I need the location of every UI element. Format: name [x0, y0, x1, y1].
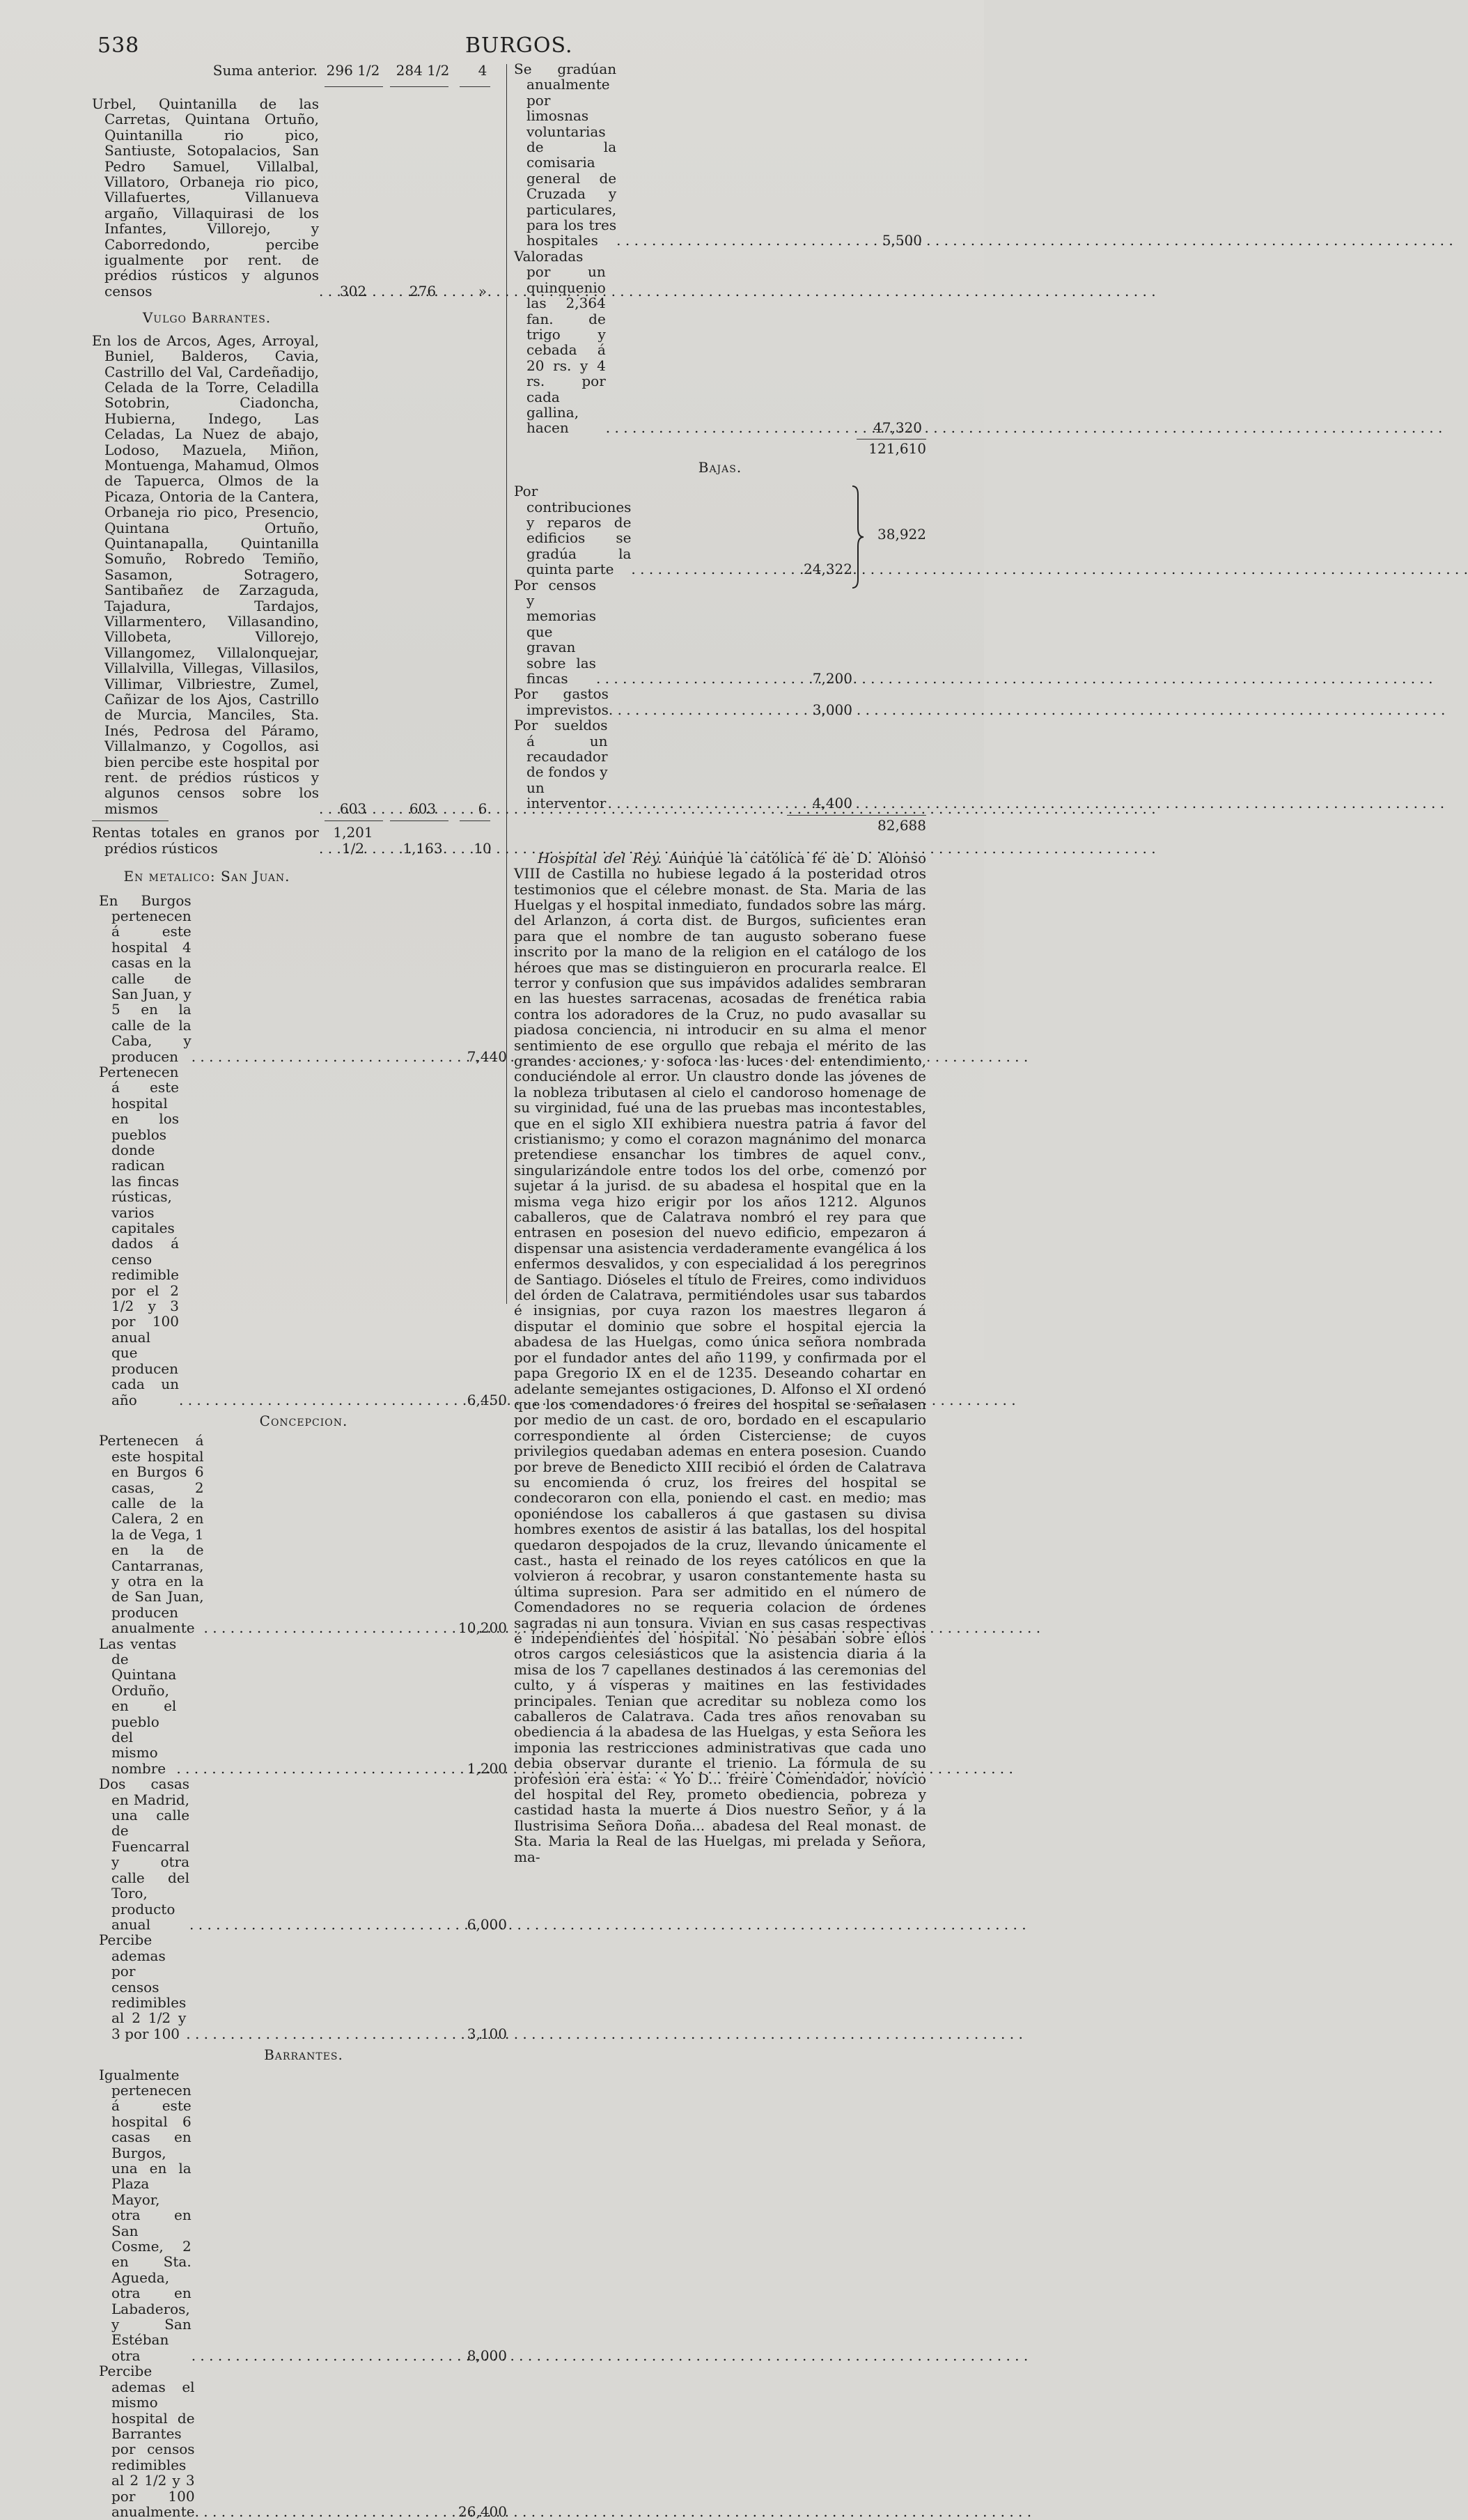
income-row-trigo: [514, 249, 926, 436]
bajas-brace: [851, 485, 865, 589]
entry-arcos-v3: 6: [478, 800, 487, 817]
entry-urbel-v1: 302: [339, 282, 367, 300]
bajas-row-2: [514, 577, 852, 687]
concepcion-row-3-amount: 6,000: [467, 1915, 507, 1933]
suma-value-1: 296 1/2: [326, 61, 380, 79]
income-row-limosnas: [514, 61, 926, 249]
bajas-row-1-text: Por contribuciones y reparos de edificios se gradúa la quinta parte: [514, 483, 632, 578]
hospital-del-rey-paragraph: [514, 850, 926, 1865]
bajas-row-3-text: Por gastos imprevistos: [514, 685, 609, 718]
barrantes-row-1: [99, 2067, 508, 2364]
entry-description: [514, 577, 792, 687]
entry-rentas-totales: [92, 825, 508, 856]
concepcion-row-2: [99, 1636, 508, 1777]
left-column: [92, 61, 508, 2519]
san-juan-row-2-text: Pertenecen á este hospital en los pueblos donde radican las fincas rústicas, varios capitales dados á censo redimible por el 2 1/2 y 3 por 100 anual que producen cada un año: [99, 1063, 179, 1408]
bajas-row-4: [514, 717, 852, 811]
entry-rentas-totales-text: Rentas totales en granos por prédios rústicos: [92, 824, 319, 857]
barrantes-row-1-amount: 8,000: [467, 2347, 507, 2364]
income-row-limosnas-amount: 5,500: [882, 232, 922, 249]
income-row-trigo-text: Valoradas por un quinquenio las 2,364 fan. de trigo y cebada á 20 rs. y 4 rs. por cada gallina, hacen: [514, 247, 606, 437]
subtotal-row: [514, 436, 926, 457]
suma-label: Suma anterior.: [212, 61, 318, 79]
heading-barrantes: Barrantes.: [264, 2046, 343, 2064]
entry-urbel: [92, 96, 508, 299]
dot-leader: [192, 2348, 1029, 2363]
entry-arcos-v2: 603: [409, 800, 437, 817]
entry-description: [99, 1433, 447, 1635]
concepcion-row-1: [99, 1433, 508, 1635]
concepcion-row-3: [99, 1776, 508, 1932]
suma-value-3: 4: [478, 61, 487, 79]
entry-description: [99, 2363, 447, 2519]
bajas-row-2-text: Por censos y memorias que gravan sobre las fincas: [514, 576, 596, 687]
entry-description: [514, 249, 862, 436]
dot-leader: [616, 233, 1453, 248]
net-amount: 82,688: [877, 816, 926, 834]
hospital-del-rey-title: Hospital del Rey.: [538, 849, 662, 866]
dot-leader: [608, 795, 1445, 811]
income-row-limosnas-text: Se gradúan anualmente por limosnas voluntarias de la comisaria general de Cruzada y particulares, para los tres hospitales: [514, 61, 617, 249]
dot-leader: [631, 561, 1468, 577]
metalico-section: [92, 893, 508, 2520]
dot-leader: [189, 1917, 1026, 1932]
suma-value-2: 284 1/2: [396, 61, 450, 79]
concepcion-row-2-text: Las ventas de Quintana Orduño, en el pueblo del mismo nombre: [99, 1635, 177, 1777]
entry-urbel-text: Urbel, Quintanilla de las Carretas, Quintana Ortuño, Quintanilla rio pico, Santiuste, Sotopalacios, San Pedro Samuel, Villalbal, Villatoro, Orbaneja rio pico, Villafuertes, Villanueva argaño, Villaquirasi de los Infantes, Villorejo, y Caborredondo, percibe igualmente por rent. de prédios rústicos y algunos censos: [92, 95, 319, 300]
entry-description: [99, 1064, 447, 1408]
bajas-row-1-amount: 24,322: [804, 561, 852, 578]
barrantes-row-1-text: Igualmente pertenecen á este hospital 6 casas en Burgos, una en la Plaza Mayor, otra en San Cosme, 2 en Sta. Agueda, otra en Labaderos, y San Estéban otra: [99, 2066, 192, 2364]
entry-arcos: [92, 333, 508, 817]
heading-bajas: Bajas.: [698, 458, 742, 476]
income-row-trigo-amount: 47,320: [873, 419, 922, 437]
barrantes-row-2: [99, 2363, 508, 2519]
dot-leader: [596, 671, 1433, 686]
bajas-block: [514, 483, 926, 811]
entry-description: [99, 1636, 447, 1777]
san-juan-row-1-amount: 7,440: [467, 1048, 507, 1065]
entry-arcos-text: En los de Arcos, Ages, Arroyal, Buniel, Balderos, Cavia, Castrillo del Val, Cardeñadijo, Celada de la Torre, Celadilla Sotobrin, Ciadoncha, Hubierna, Indego, Las Celadas, La Nuez de abajo, Lodoso, Mazuela, Miñon, Montuenga, Mahamud, Olmos de Tapuerca, Olmos de la Picaza, Ontoria de la Cantera, Orbaneja rio pico, Presencio, Quintana Ortuño, Quintanapalla, Quintanilla Somuño, Robredo Temiño, Sasamon, Sotragero, Santibañez de Zarzaguda, Tajadura, Tardajos, Villarmentero, Villasandino, Villobeta, Villorejo, Villangomez, Villalonquejar, Villalvilla, Villegas, Villasilos, Villimar, Vilbriestre, Zumel, Cañizar de los Ajos, Castrillo de Murcia, Manciles, Sta. Inés, Pedrosa del Páramo, Villalmanzo, y Cogollos, asi bien percibe este hospital por rent. de prédios rústicos y algunos censos sobre los mismos: [92, 332, 319, 817]
san-juan-row-1-text: En Burgos pertenecen á este hospital 4 casas en la calle de San Juan, y 5 en la calle de la Caba, y producen: [99, 892, 192, 1065]
suma-anterior-row: [92, 61, 508, 79]
dot-leader: [195, 2504, 1032, 2519]
subtotal-amount: 121,610: [868, 440, 926, 457]
entry-description: [99, 893, 447, 1064]
bajas-row-4-text: Por sueldos á un recaudador de fondos y un interventor: [514, 717, 608, 812]
concepcion-row-1-text: Pertenecen á este hospital en Burgos 6 casas, 2 calle de la Calera, 2 en la de Vega, 1 en la de Cantarranas, y otra en la de San Juan, producen anualmente: [99, 1432, 204, 1637]
concepcion-row-2-amount: 1,200: [467, 1759, 507, 1777]
bajas-row-3: [514, 686, 852, 717]
san-juan-row-2-amount: 6,450: [467, 1391, 507, 1408]
entry-description: [514, 686, 792, 717]
concepcion-row-4: [99, 1932, 508, 2041]
heading-metalico-san-juan: En metalico: San Juan.: [123, 868, 290, 885]
entry-description: [514, 717, 792, 811]
dot-leader: [606, 420, 1443, 435]
bajas-row-4-amount: 4,400: [812, 795, 852, 812]
dot-leader: [186, 2026, 1023, 2041]
right-column: [514, 61, 926, 1865]
san-juan-row-2: [99, 1064, 508, 1408]
entry-description: [514, 61, 862, 249]
page-number: 538: [97, 33, 140, 58]
totals-v3: 10: [474, 839, 492, 857]
entry-description: [99, 1932, 447, 2041]
barrantes-row-2-text: Percibe ademas el mismo hospital de Barrantes por censos redimibles al 2 1/2 y 3 por 100 anualmente: [99, 2363, 195, 2520]
totals-v2: 1,163: [403, 839, 443, 857]
concepcion-row-4-amount: 3,100: [467, 2025, 507, 2042]
concepcion-row-4-text: Percibe ademas por censos redimibles al 2 1/2 y 3 por 100: [99, 1931, 187, 2042]
entry-description: [99, 1776, 447, 1932]
suma-rules: [92, 79, 508, 96]
concepcion-row-3-text: Dos casas en Madrid, una calle de Fuencarral y otra calle del Toro, producto anual: [99, 1775, 190, 1933]
entry-arcos-v1: 603: [339, 800, 367, 817]
entry-description: [514, 483, 792, 577]
barrantes-row-2-amount: 26,400: [458, 2503, 507, 2520]
net-row: [514, 811, 926, 834]
heading-concepcion: Concepcion.: [259, 1412, 348, 1429]
san-juan-row-1: [99, 893, 508, 1064]
bajas-list: [514, 483, 852, 811]
dot-leader: [609, 702, 1446, 717]
hospital-del-rey-text: Aunque la católica fé de D. Alonso VIII de Castilla no hubiese legado á la posteridad otros testimonios que el célebre monast. de Sta. Maria de las Huelgas y el hospital inmediato, fundados sobre las márg. del Arlanzon, á corta dist. de Burgos, suficientes eran para que el nombre de tan augusto soberano fuese inscrito por la mano de la religion en el catálogo de los héroes que mas se distinguieron en procurarla realce. El terror y confusion que sus impávidos adalides sembraran en las huestes sarracenas, acosadas de frenética rabia contra los adoradores de la Cruz, no pudo avasallar su piadosa conciencia, ni introducir en su alma el menor sentimiento de ese orgullo que rebaja el mérito de las grandes acciones, y sofoca las luces del entendimiento, conduciéndole al error. Un claustro donde las jóvenes de la nobleza tributasen al cielo el candoroso homenage de su virginidad, fué una de las pruebas mas incontestables, que en el siglo XII exhibiera nuestra patria á favor del cristianismo; y como el corazon magnánimo del monarca pretendiese ensanchar los timbres de aquel conv., singularizándole entre todos los del orbe, comenzó por sujetar á la jurisd. de su abadesa el hospital que en la misma vega hizo erigir por los años 1212. Algunos caballeros, que de Calatrava nombró el rey para que entrasen en posesion del nuevo edificio, empezaron á dispensar una asistencia verdaderamente evangélica á los enfermos desvalidos, y con especialidad á los peregrinos de Santiago. Dióseles el título de Freires, como individuos del órden de Calatrava, permitiéndoles usar sus tabardos é insignias, por cuya razon los maestres llegaron á disputar el dominio que sobre el hospital ejercia la abadesa de las Huelgas, como única señora nombrada por el fundador antes del año 1199, y confirmada por el papa Gregorio IX en el de 1235. Deseando cohartar en adelante semejantes ostigaciones, D. Alfonso el XI ordenó que los comendadores ó freires del hospital se señalasen por medio de un cast. de oro, bordado en el escapulario correspondiente al órden Cisterciense; de cuyos privilegios quedaban ademas en entera posesion. Cuando por breve de Benedicto XIII recibió el órden de Calatrava su encomienda ó cruz, los freires del hospital se condecoraron con ella, poniendo el cast. en medio; mas oponiéndose los caballeros á que gastasen su divisa hombres exentos de asistir á las batallas, los del hospital quedaron despojados de la cruz, llevando únicamente el cast., hasta el reinado de los reyes católicos en que la volvieron á recobrar, y usaron constantemente hasta su última supresion. Para ser admitido en el número de Comendadores no se requeria colacion de órdenes sagradas ni aun tonsura. Vivian en sus casas respectivas é independientes del hospital. No pesaban sobre ellos otros cargos celesiásticos que la asistencia diaria á la misa de los 7 capellanes destinados á las ceremonias del culto, y á vísperas y maitines en las festividades principales. Tenian que acreditar su nobleza como los caballeros de Calatrava. Cada tres años renovaban su obediencia á la abadesa de las Huelgas, y esta Señora les imponia las restricciones administrativas que cada uno debia observar durante el trienio. La fórmula de su profesion era esta: « Yo D... freire Comendador, novicio del hospital del Rey, prometo obediencia, pobreza y castidad hasta la muerte á Dios nuestro Señor, y á la Ilustrisima Señora Doña... abadesa del Real monast. de Sta. Maria la Real de las Huelgas, mi prelada y Señora, ma-: [514, 849, 926, 1865]
page-header: [97, 33, 928, 61]
concepcion-row-1-amount: 10,200: [458, 1619, 507, 1637]
heading-vulgo-barrantes: Vulgo Barrantes.: [142, 309, 272, 327]
bajas-row-3-amount: 3,000: [812, 701, 852, 718]
totals-v1: 1,201 1/2: [333, 824, 373, 857]
bajas-row-1: [514, 483, 852, 577]
bajas-row-2-amount: 7,200: [812, 670, 852, 687]
running-title: BURGOS.: [465, 33, 573, 58]
entry-urbel-v3: »: [478, 282, 487, 300]
entry-urbel-v2: 276: [409, 282, 437, 300]
bajas-total: 38,922: [877, 526, 926, 543]
entry-description: [99, 2067, 447, 2364]
